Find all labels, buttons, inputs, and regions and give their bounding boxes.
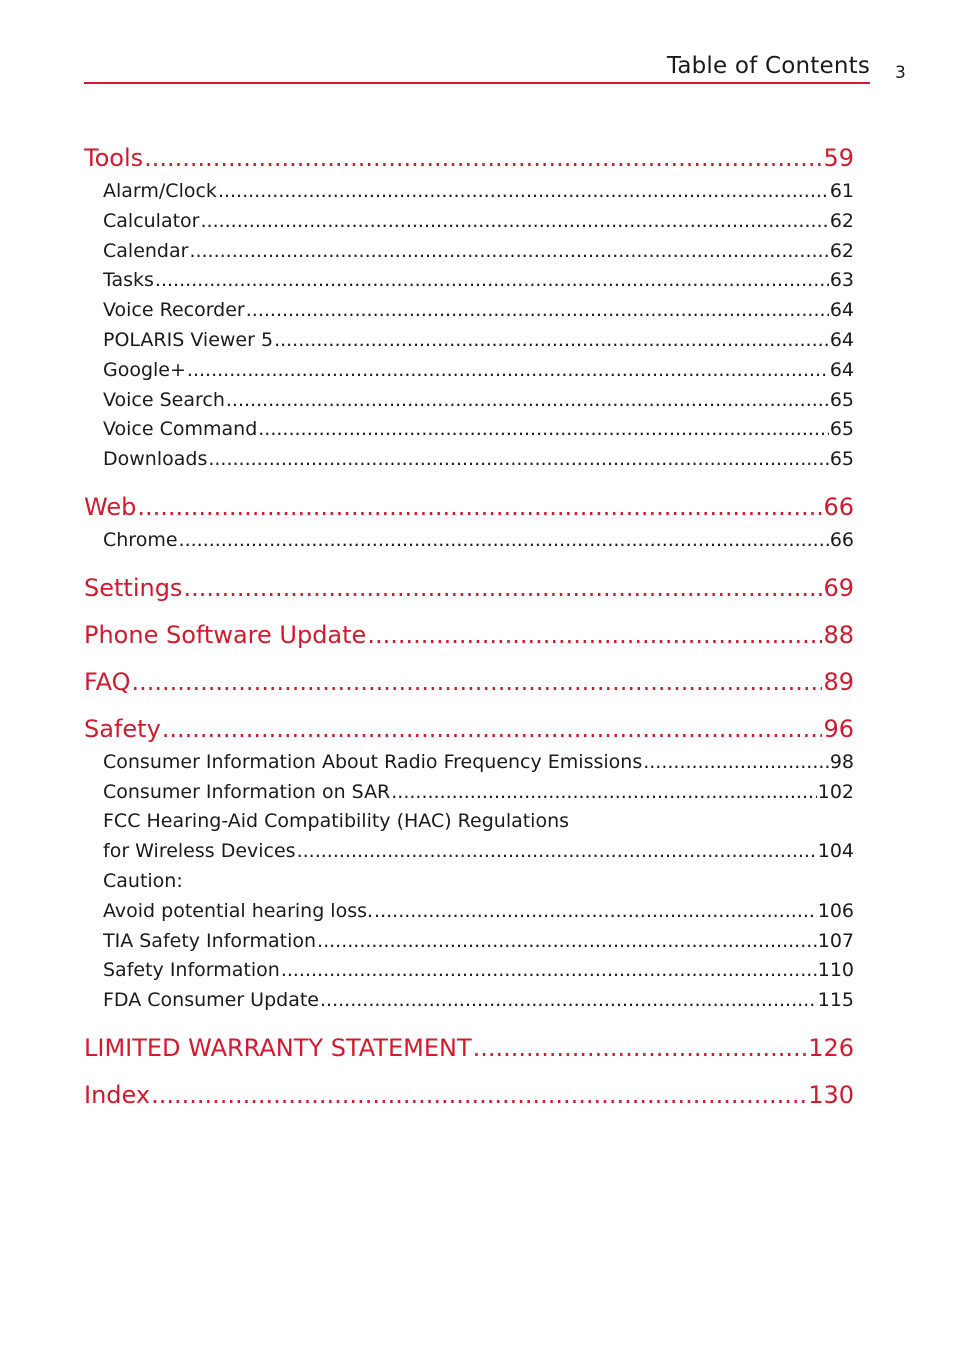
dot-leader [144,143,822,173]
toc-section-entry[interactable] [84,1080,854,1110]
page-number: 3 [895,63,906,83]
item-title: Avoid potential hearing loss. [103,899,374,922]
dot-leader [137,492,822,522]
section-title: Index [84,1080,151,1109]
toc-item-entry[interactable] [84,956,854,986]
toc-item-entry[interactable] [84,778,854,808]
item-page: 106 [817,899,854,922]
item-page: 104 [817,840,854,863]
item-title: FDA Consumer Update [103,989,319,1012]
toc-item-entry[interactable] [84,266,854,296]
toc-item-entry[interactable] [84,986,854,1016]
section-title: Safety [84,714,161,743]
item-title: Downloads [103,448,208,471]
toc-item-text: FCC Hearing-Aid Compatibility (HAC) Regulations [103,810,570,833]
dot-leader [226,386,829,416]
toc-item-entry[interactable] [84,177,854,207]
item-title: Calendar [103,239,189,262]
dot-leader [155,266,829,296]
toc-item-entry[interactable] [84,445,854,475]
item-page: 63 [829,269,854,292]
toc-item-entry[interactable] [84,748,854,778]
item-title: Voice Search [103,388,225,411]
item-title: Calculator [103,209,200,232]
toc-item-entry[interactable] [84,207,854,237]
section-title: LIMITED WARRANTY STATEMENT [84,1033,472,1062]
item-page: 107 [817,929,854,952]
item-title: Chrome [103,528,178,551]
item-page: 62 [829,239,854,262]
item-page: 66 [829,528,854,551]
section-title: Tools [84,144,144,172]
section-page: 89 [823,667,854,696]
dot-leader [473,1033,808,1063]
toc-section-entry[interactable] [84,143,854,173]
item-title: Consumer Information About Radio Frequency Emissions [103,750,643,773]
toc-section-entry[interactable] [84,492,854,522]
dot-leader [374,897,817,927]
section-page: 69 [823,573,854,602]
item-title: for Wireless Devices [103,840,296,863]
item-page: 102 [817,780,854,803]
item-page: 64 [829,358,854,381]
toc-item-entry[interactable] [84,927,854,957]
table-of-contents [84,143,854,1110]
dot-leader [258,415,829,445]
item-page: 65 [829,448,854,471]
dot-leader [367,620,822,650]
item-title: Safety Information [103,959,280,982]
section-page: 126 [808,1033,854,1062]
item-title: Google+ [103,358,186,381]
dot-leader [281,956,817,986]
item-title: Alarm/Clock [103,180,217,202]
dot-leader [132,667,823,697]
toc-section-entry[interactable] [84,714,854,744]
toc-item-entry[interactable] [84,237,854,267]
item-page: 64 [829,328,854,351]
section-page: 66 [823,492,854,521]
item-title: POLARIS Viewer 5 [103,328,274,351]
item-title: Voice Command [103,418,258,441]
dot-leader [208,445,828,475]
toc-item-entry[interactable] [84,326,854,356]
item-page: 64 [829,299,854,322]
item-page: 98 [829,750,854,773]
dot-leader [246,296,829,326]
toc-section-entry[interactable] [84,620,854,650]
header-title: Table of Contents [666,53,870,79]
dot-leader [200,207,828,237]
section-page: 59 [823,144,854,172]
toc-item-text: Caution: [103,869,183,892]
toc-section-entry[interactable] [84,667,854,697]
dot-leader [297,837,817,867]
item-page: 61 [829,180,854,202]
item-title: Voice Recorder [103,299,245,322]
section-title: Phone Software Update [84,620,367,649]
toc-item-entry[interactable] [84,356,854,386]
toc-item-entry[interactable] [84,837,854,867]
dot-leader [151,1080,807,1110]
item-page: 110 [817,959,854,982]
dot-leader [391,778,816,808]
dot-leader [183,573,822,603]
toc-item-entry[interactable] [84,296,854,326]
dot-leader [189,237,828,267]
page-header [84,50,870,84]
toc-item-entry[interactable] [84,415,854,445]
item-page: 115 [817,989,854,1012]
item-title: Tasks [103,269,154,292]
dot-leader [187,356,829,386]
toc-section-entry[interactable] [84,1033,854,1063]
item-title: Consumer Information on SAR [103,780,391,803]
item-page: 65 [829,388,854,411]
section-title: FAQ [84,667,131,696]
section-page: 88 [823,620,854,649]
item-title: TIA Safety Information [103,929,317,952]
dot-leader [317,927,817,957]
toc-item-entry[interactable] [84,386,854,416]
toc-item-entry[interactable] [84,526,854,556]
dot-leader [320,986,817,1016]
item-page: 62 [829,209,854,232]
toc-item-entry[interactable] [84,897,854,927]
section-title: Settings [84,573,183,602]
dot-leader [274,326,829,356]
dot-leader [179,526,829,556]
dot-leader [162,714,823,744]
section-page: 130 [808,1080,854,1109]
toc-section-entry[interactable] [84,573,854,603]
dot-leader [643,748,829,778]
section-title: Web [84,492,137,521]
item-page: 65 [829,418,854,441]
section-page: 96 [823,714,854,743]
dot-leader [218,177,829,207]
